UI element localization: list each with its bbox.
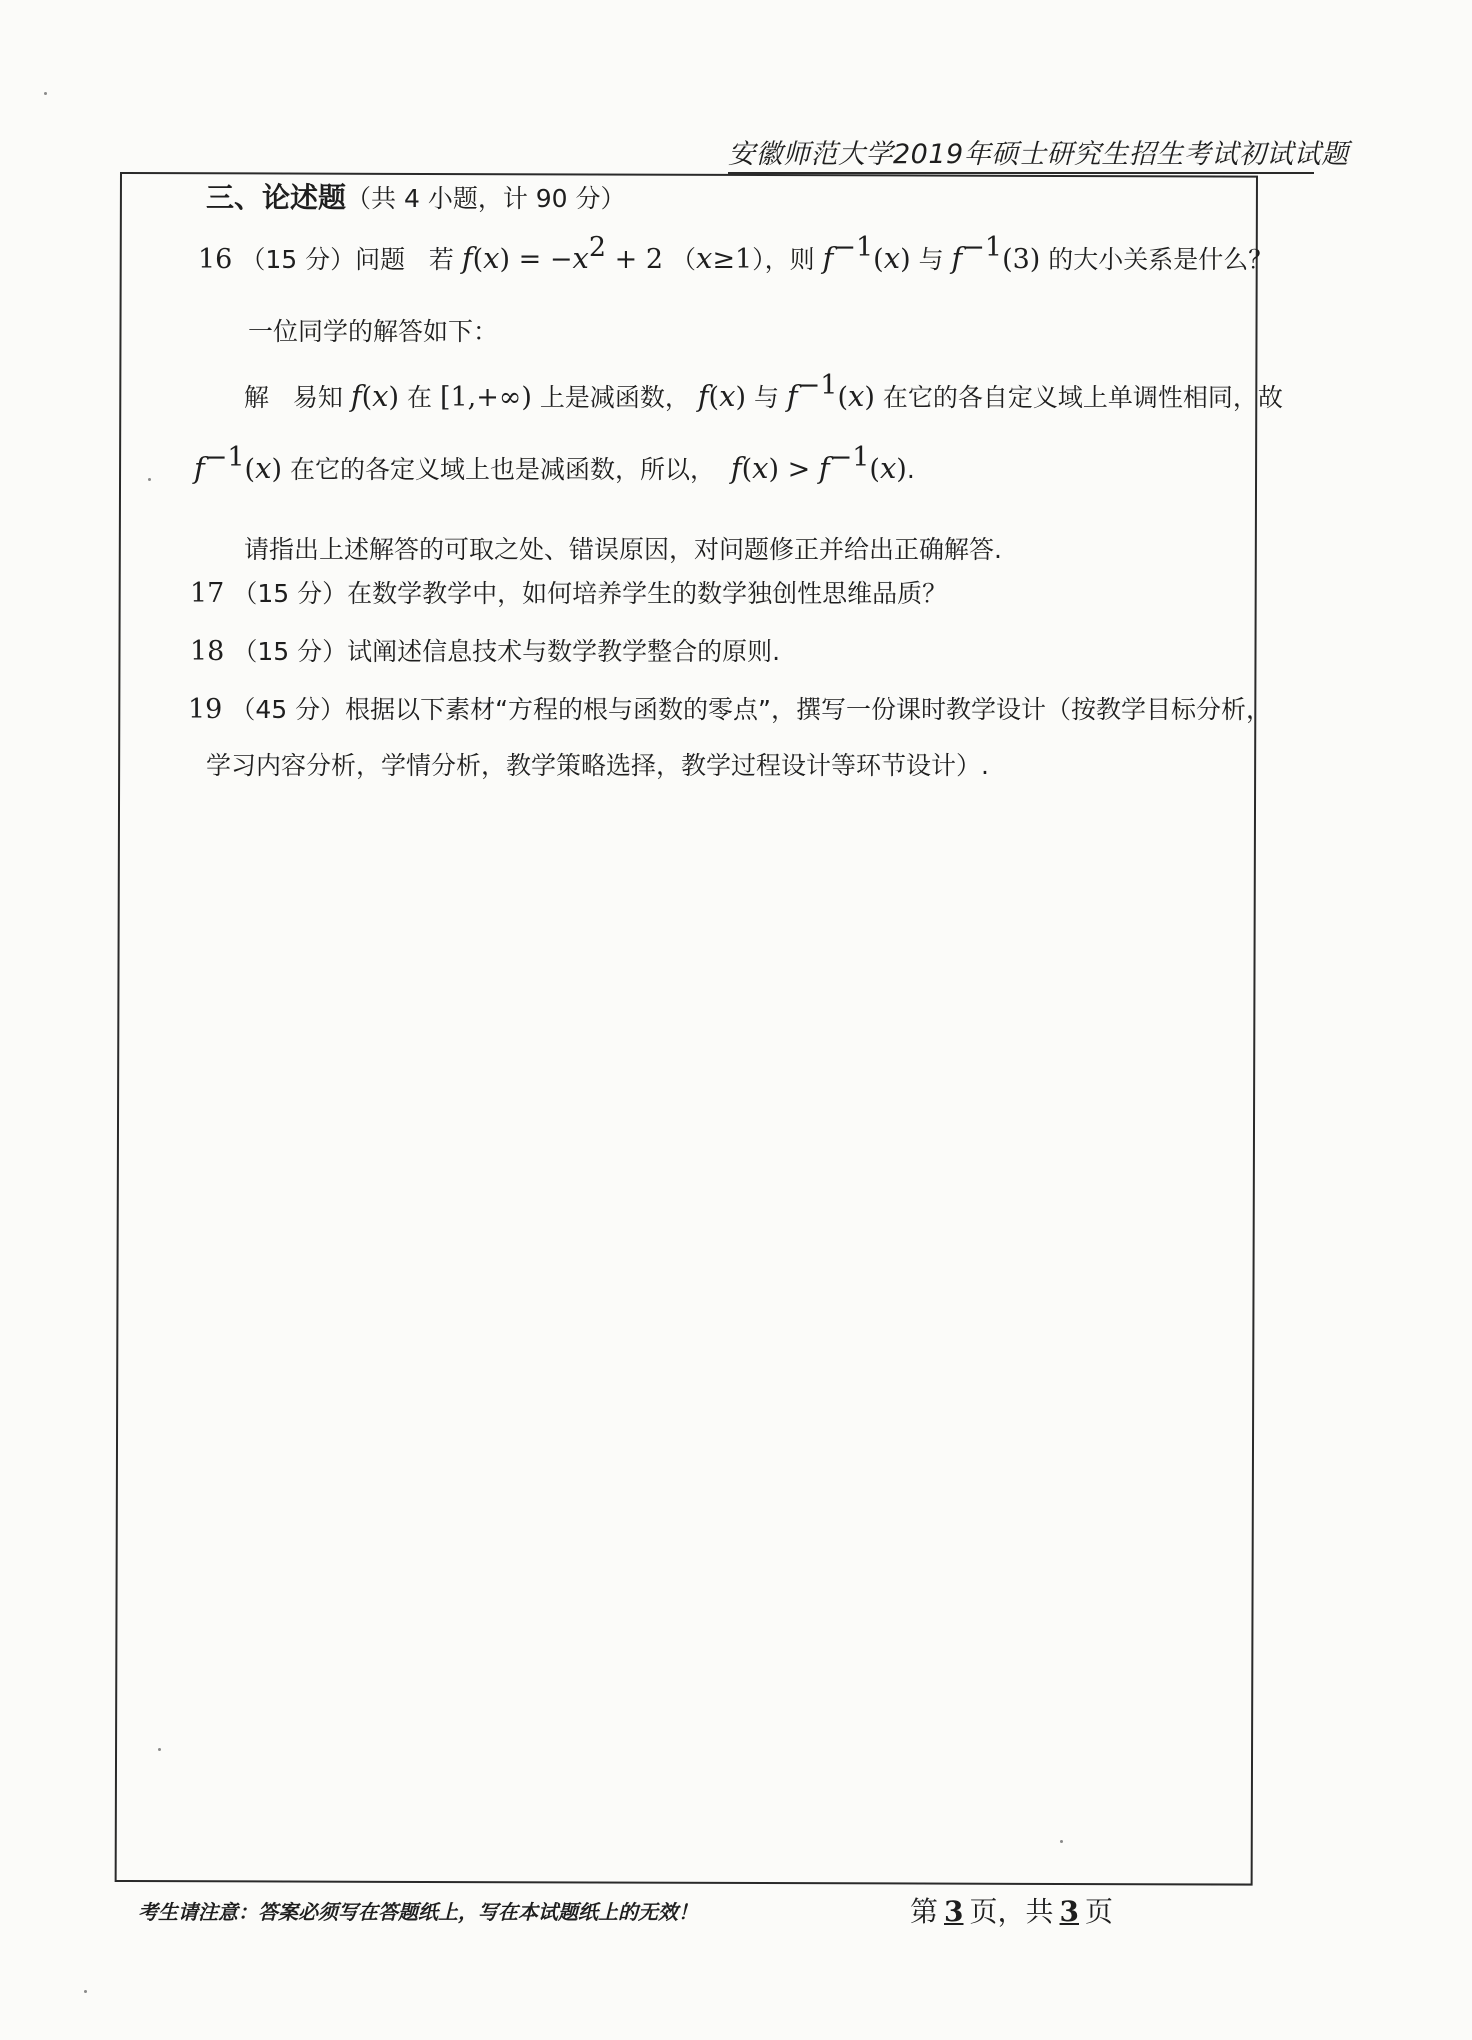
q17-line — [190, 574, 947, 610]
page-prefix: 第 — [910, 1895, 939, 1928]
section-title — [206, 176, 626, 216]
page-middle: 页，共 — [969, 1895, 1054, 1928]
page-frame — [115, 172, 1258, 1886]
section-title-text: 三、论述题 — [206, 181, 347, 214]
q16-domain: x — [695, 241, 713, 275]
q17-text: （15 分）在数学教学中，如何培养学生的数学独创性思维品质？ — [232, 579, 948, 608]
q19-line1 — [188, 690, 1271, 726]
q16-sol2-b: . — [906, 455, 915, 484]
q18-number: 18 — [190, 636, 225, 667]
q16-sol-label: 解 — [244, 383, 270, 412]
q16-inverse-3: f — [951, 241, 963, 275]
scan-speck — [158, 1748, 161, 1751]
page-suffix: 页 — [1085, 1895, 1114, 1928]
q16-interval: [1,+∞) — [439, 382, 532, 413]
scan-speck — [148, 478, 151, 481]
exam-header: 安徽师范大学2019年硕士研究生招生考试初试试题 — [728, 139, 1349, 170]
q16-question: 的大小关系是什么？ — [1048, 245, 1274, 274]
q16-sol-d: 与 — [753, 383, 779, 412]
q16-sol-a: 易知 — [292, 383, 343, 412]
q19-number: 19 — [188, 694, 223, 725]
scan-speck — [84, 1990, 87, 1993]
q16-sol-b: 在 — [406, 383, 432, 412]
q16-solution-line1: 解 易知 f(x) 在 [1,+∞) 上是减函数， f(x) 与 $f^{-1}(x)$ 在它的各自定义域上单调性相同，故 — [244, 370, 1283, 413]
page-current: 3 — [944, 1895, 964, 1928]
q16-paren-open: （ — [670, 245, 696, 274]
page-number — [910, 1890, 1113, 1930]
scan-speck — [44, 92, 47, 95]
footer-note: 考生请注意：答案必须写在答题纸上，写在本试题纸上的无效！ — [138, 1900, 698, 1924]
q16-sol2-a: 在它的各定义域上也是减函数，所以， — [289, 455, 715, 484]
q18-text: （15 分）试阐述信息技术与数学教学整合的原则. — [232, 637, 781, 666]
q16-inverse-x: f — [822, 241, 834, 275]
q18-line — [190, 632, 780, 668]
section-note: （共 4 小题，计 90 分） — [346, 184, 626, 213]
q16-sol-e: 在它的各自定义域上单调性相同，故 — [882, 383, 1283, 412]
q16-points: （15 分）问题 — [240, 245, 406, 274]
q16-number: 16 — [198, 244, 233, 275]
q16-then: ），则 — [752, 245, 815, 274]
q16-answer-intro: 一位同学的解答如下： — [248, 317, 499, 346]
q16-sol-c: 上是减函数， — [539, 383, 690, 412]
q16-function-formula: f — [461, 241, 473, 275]
q19-line2: 学习内容分析，学情分析，教学策略选择，教学过程设计等环节设计）. — [206, 751, 989, 780]
q16-ruo: 若 — [428, 245, 454, 274]
q16-instruction: 请指出上述解答的可取之处、错误原因，对问题修正并给出正确解答. — [244, 535, 1002, 564]
q16-and: 与 — [918, 245, 944, 274]
q16-solution-line2: $f^{-1}(x)$ 在它的各定义域上也是减函数，所以， $f(x) > f^{-1}(x)$. — [194, 442, 915, 485]
page-total: 3 — [1059, 1895, 1079, 1928]
q19-text1: （45 分）根据以下素材“方程的根与函数的零点”，撰写一份课时教学设计（按教学目标分析， — [230, 695, 1271, 724]
q17-number: 17 — [190, 578, 225, 609]
scan-speck — [1060, 1840, 1063, 1843]
q16-line1: 16 （15 分）问题 若 $f(x) = -x^2 + 2$ （x≥1），则 $f^{-1}(x)$ 与 $f^{-1}(3)$ 的大小关系是什么？ — [198, 232, 1274, 275]
